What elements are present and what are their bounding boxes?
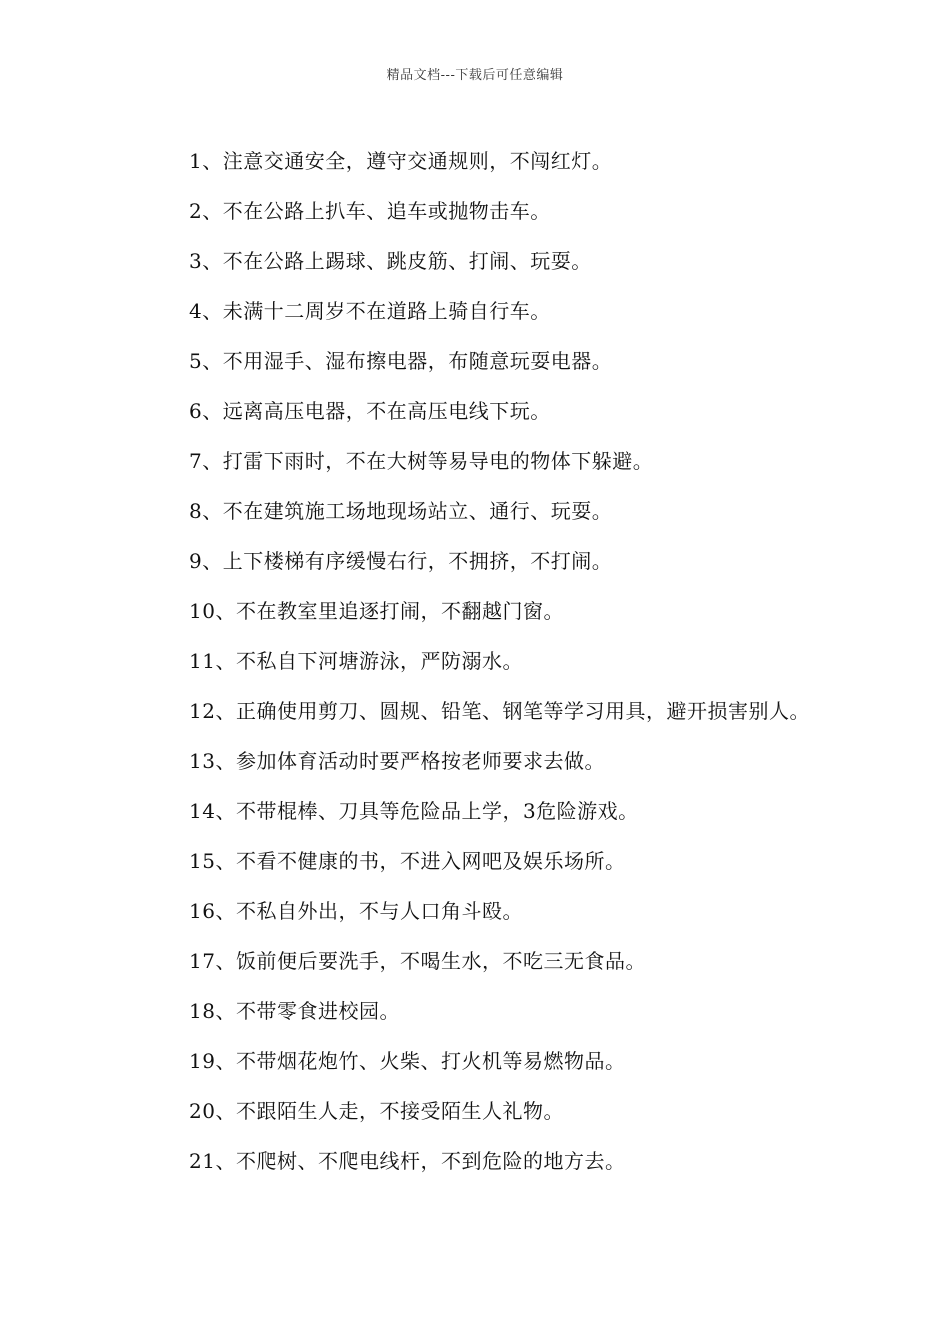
list-item: 15、不看不健康的书，不进入网吧及娱乐场所。 [189, 849, 626, 873]
list-item: 18、不带零食进校园。 [189, 999, 400, 1023]
list-item: 10、不在教室里追逐打闹，不翻越门窗。 [189, 599, 564, 623]
page-header: 精品文档---下载后可任意编辑 [386, 68, 564, 83]
list-item: 4、未满十二周岁不在道路上骑自行车。 [189, 299, 551, 323]
list-item: 2、不在公路上扒车、追车或抛物击车。 [189, 199, 551, 223]
list-item: 14、不带棍棒、刀具等危险品上学，3危险游戏。 [189, 799, 639, 823]
list-item: 6、远离高压电器，不在高压电线下玩。 [189, 399, 551, 423]
list-item: 11、不私自下河塘游泳，严防溺水。 [189, 649, 523, 673]
list-item: 5、不用湿手、湿布擦电器，布随意玩耍电器。 [189, 349, 613, 373]
list-item: 13、参加体育活动时要严格按老师要求去做。 [189, 749, 605, 773]
list-item: 12、正确使用剪刀、圆规、铅笔、钢笔等学习用具，避开损害别人。 [189, 699, 810, 723]
list-item: 7、打雷下雨时，不在大树等易导电的物体下躲避。 [189, 449, 654, 473]
list-item: 21、不爬树、不爬电线杆，不到危险的地方去。 [189, 1149, 626, 1173]
list-item: 16、不私自外出，不与人口角斗殴。 [189, 899, 523, 923]
list-item: 20、不跟陌生人走，不接受陌生人礼物。 [189, 1099, 564, 1123]
list-item: 9、上下楼梯有序缓慢右行，不拥挤，不打闹。 [189, 549, 613, 573]
list-item: 1、注意交通安全，遵守交通规则，不闯红灯。 [189, 149, 613, 173]
list-item: 3、不在公路上踢球、跳皮筋、打闹、玩耍。 [189, 249, 592, 273]
list-item: 8、不在建筑施工场地现场站立、通行、玩耍。 [189, 499, 613, 523]
rules-list [145, 136, 825, 1186]
list-item: 17、饭前便后要洗手，不喝生水，不吃三无食品。 [189, 949, 646, 973]
list-item: 19、不带烟花炮竹、火柴、打火机等易燃物品。 [189, 1049, 626, 1073]
